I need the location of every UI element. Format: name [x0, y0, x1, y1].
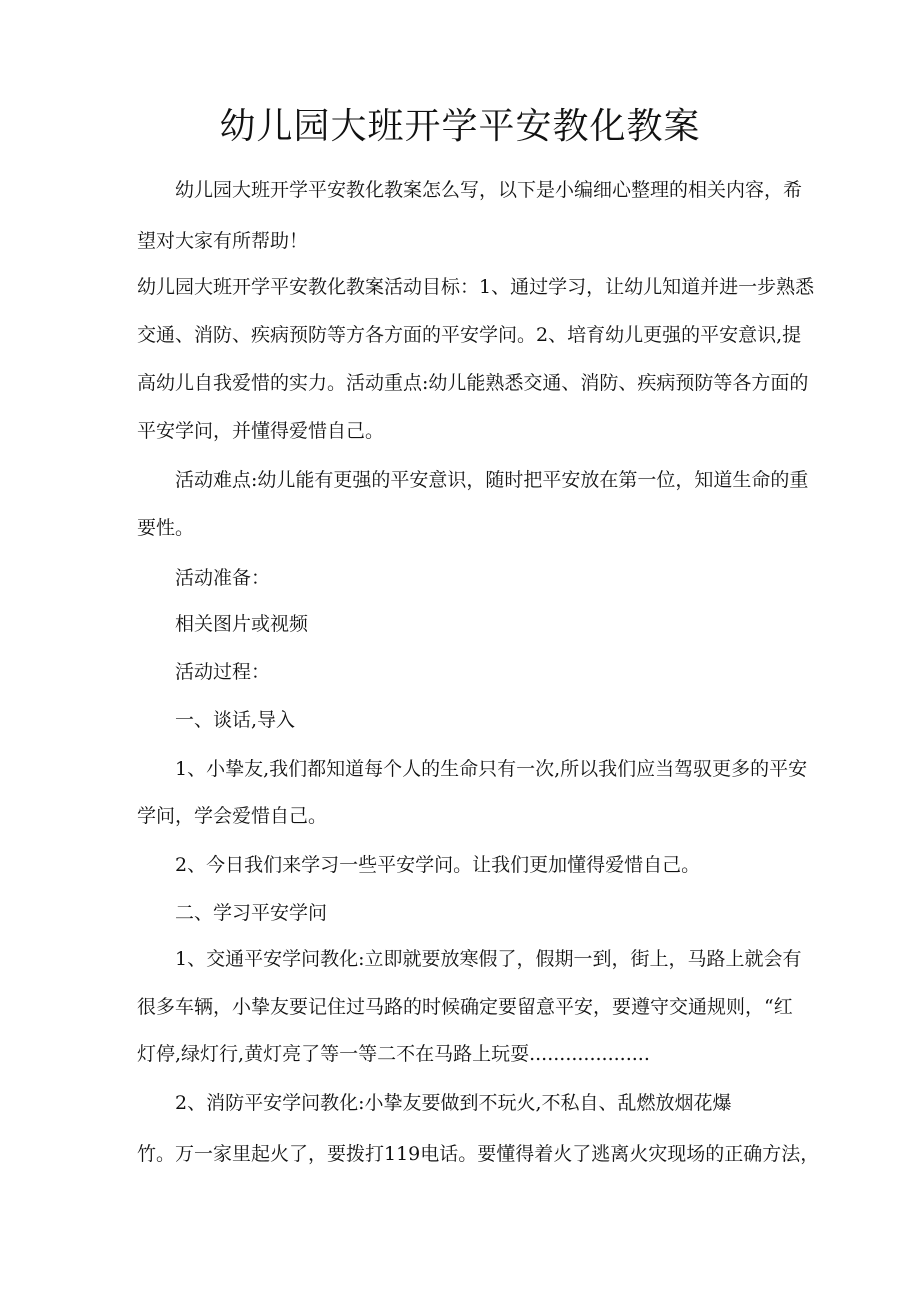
text-line: 灯停,绿灯行,黄灯亮了等一等二不在马路上玩耍....................: [137, 1043, 650, 1065]
text-line: 1、小挚友,我们都知道每个人的生命只有一次,所以我们应当驾驭更多的平安: [175, 758, 808, 780]
text-line: 一、谈话,导入: [175, 709, 296, 731]
text-line: 2、消防平安学问教化:小挚友要做到不玩火,不私自、乱燃放烟花爆: [175, 1092, 732, 1114]
text-line: 高幼儿自我爱惜的实力。活动重点:幼儿能熟悉交通、消防、疾病预防等各方面的: [137, 372, 809, 394]
document-title: 幼儿园大班开学平安教化教案: [219, 106, 701, 147]
text-line: 望对大家有所帮助！: [137, 230, 309, 252]
text-line: 学问，学会爱惜自己。: [137, 805, 328, 827]
text-line: 竹。万一家里起火了，要拨打119电话。要懂得着火了逃离火灾现场的正确方法，: [137, 1143, 820, 1165]
text-line: 要性。: [137, 517, 195, 539]
text-line: 活动准备：: [175, 567, 271, 589]
text-line: 2、今日我们来学习一些平安学问。让我们更加懂得爱惜自己。: [175, 854, 701, 876]
text-line: 相关图片或视频: [175, 613, 309, 635]
text-line: 平安学问，并懂得爱惜自己。: [137, 420, 385, 442]
text-line: 活动过程：: [175, 661, 271, 683]
text-line: 交通、消防、疾病预防等方各方面的平安学问。2、培育幼儿更强的平安意识,提: [137, 324, 802, 346]
text-line: 1、交通平安学问教化:立即就要放寒假了，假期一到，街上，马路上就会有: [175, 948, 802, 970]
text-line: 很多车辆，小挚友要记住过马路的时候确定要留意平安，要遵守交通规则，“红: [137, 996, 793, 1018]
text-line: 幼儿园大班开学平安教化教案怎么写，以下是小编细心整理的相关内容，希: [175, 179, 803, 201]
text-line: 活动难点:幼儿能有更强的平安意识，随时把平安放在第一位，知道生命的重: [175, 469, 809, 491]
text-line: 二、学习平安学问: [175, 902, 328, 924]
text-line: 幼儿园大班开学平安教化教案活动目标：1、通过学习，让幼儿知道并进一步熟悉: [137, 276, 815, 298]
